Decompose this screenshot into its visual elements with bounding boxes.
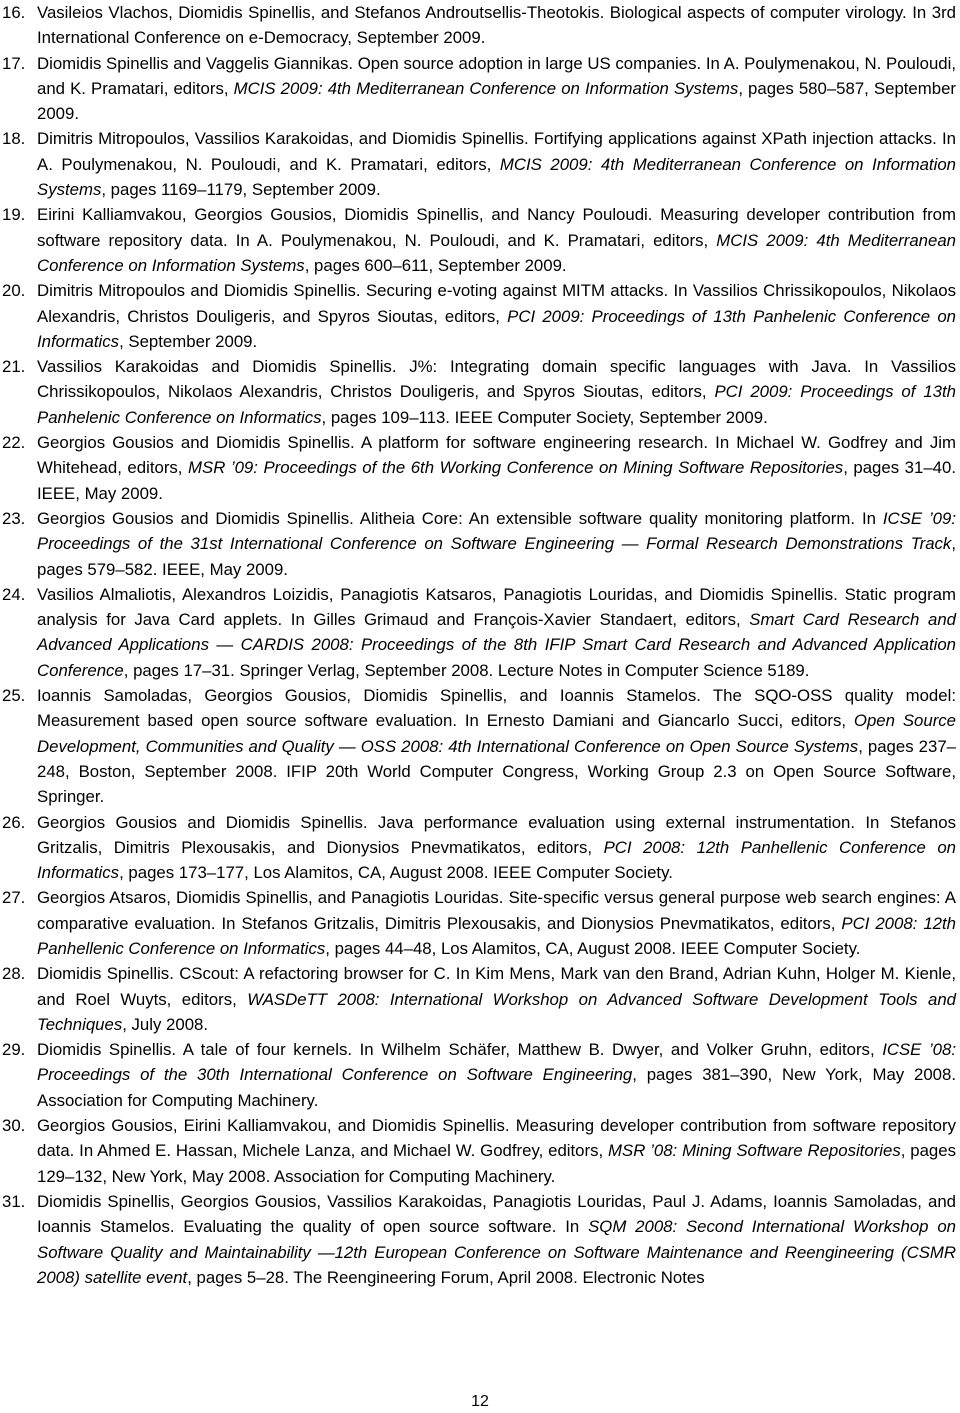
reference-venue: Open Source Development, Communities and Quality — OSS 2008: 4th International Conference on Open Source Systems	[37, 711, 957, 756]
reference-item	[0, 51, 960, 127]
reference-details: , pages 600–611, September 2009.	[304, 255, 567, 275]
reference-authors-title: Vassilios Karakoidas and Diomidis Spinellis. J%: Integrating domain specific languages with Java. In Vassilios Chrissikopoulos, Nikolaos Alexandris, Christos Douligeris, and Spyros Sioutas, editors,	[37, 357, 956, 402]
reference-authors-title: Georgios Gousios and Diomidis Spinellis. Alitheia Core: An extensible software quality monitoring platform. In	[37, 508, 883, 528]
reference-venue: PCI 2009: Proceedings of 13th Panhelenic Conference on Informatics	[37, 306, 956, 351]
reference-details: , pages 129–132, New York, May 2008. Association for Computing Machinery.	[37, 1141, 956, 1186]
reference-item	[0, 961, 960, 1037]
reference-number: 27.	[2, 888, 26, 908]
reference-details: , September 2009.	[119, 331, 258, 351]
reference-authors-title: Eirini Kalliamvakou, Georgios Gousios, Diomidis Spinellis, and Nancy Pouloudi. Measuring developer contribution from software repository data. In A. Poulymenakou, N. Pouloudi, and K. Pramatari, editors,	[37, 205, 956, 250]
reference-details: , July 2008.	[122, 1014, 209, 1034]
reference-details: , pages 5–28. The Reengineering Forum, April 2008. Electronic Notes	[187, 1267, 705, 1287]
reference-details: , pages 1169–1179, September 2009.	[101, 180, 381, 200]
reference-venue: PCI 2008: 12th Panhellenic Conference on Informatics	[37, 837, 956, 883]
reference-details: , pages 579–582. IEEE, May 2009.	[37, 534, 956, 579]
reference-details: , pages 17–31. Springer Verlag, September 2008. Lecture Notes in Computer Science 5189.	[123, 660, 810, 680]
reference-venue: MCIS 2009: 4th Mediterranean Conference on Information Systems	[37, 154, 956, 200]
reference-authors-title: Ioannis Samoladas, Georgios Gousios, Diomidis Spinellis, and Ioannis Stamelos. The SQO-OSS quality model: Measurement based open source software evaluation. In Ernesto Damiani and Giancarlo Succi, editors,	[37, 686, 956, 731]
reference-item	[0, 506, 960, 582]
reference-details: , pages 31–40. IEEE, May 2009.	[37, 458, 956, 503]
reference-number: 30.	[2, 1116, 26, 1136]
reference-number: 17.	[2, 53, 26, 73]
reference-details: , pages 173–177, Los Alamitos, CA, August 2008. IEEE Computer Society.	[119, 863, 673, 883]
reference-details: , pages 237–248, Boston, September 2008. IFIP 20th World Computer Congress, Working Group 2.3 on Open Source Software, Springer.	[37, 736, 956, 807]
reference-venue: Smart Card Research and Advanced Applications — CARDIS 2008: Proceedings of the 8th IFIP Smart Card Research and Advanced Application Conference	[37, 610, 956, 680]
reference-number: 24.	[2, 584, 26, 604]
reference-venue: MCIS 2009: 4th Mediterranean Conference on Information Systems	[37, 230, 956, 275]
reference-item	[0, 202, 960, 278]
reference-item	[0, 810, 960, 886]
reference-authors-title: Diomidis Spinellis, Georgios Gousios, Vassilios Karakoidas, Panagiotis Louridas, Paul J. Adams, Ioannis Samoladas, and Ioannis Stamelos. Evaluating the quality of open source software. In	[37, 1191, 956, 1237]
reference-item	[0, 683, 960, 809]
reference-item	[0, 582, 960, 683]
reference-venue: ICSE ’08: Proceedings of the 30th International Conference on Software Engineering	[37, 1040, 957, 1085]
reference-details: , pages 44–48, Los Alamitos, CA, August 2008. IEEE Computer Society.	[325, 938, 861, 958]
reference-number: 25.	[2, 686, 26, 706]
reference-details: , pages 381–390, New York, May 2008. Association for Computing Machinery.	[37, 1065, 956, 1110]
reference-item	[0, 126, 960, 202]
reference-authors-title: Vasileios Vlachos, Diomidis Spinellis, and Stefanos Androutsellis-Theotokis. Biological aspects of computer virology. In 3rd International Conference on e-Democracy, September 2009.	[37, 3, 956, 48]
reference-venue: WASDeTT 2008: International Workshop on Advanced Software Development Tools and Techniques	[37, 989, 956, 1034]
reference-authors-title: Diomidis Spinellis. A tale of four kernels. In Wilhelm Schäfer, Matthew B. Dwyer, and Volker Gruhn, editors,	[37, 1040, 883, 1060]
reference-item	[0, 1037, 960, 1113]
reference-authors-title: Diomidis Spinellis. CScout: A refactoring browser for C. In Kim Mens, Mark van den Brand, Adrian Kuhn, Holger M. Kienle, and Roel Wuyts, editors,	[37, 964, 956, 1009]
reference-authors-title: Dimitris Mitropoulos, Vassilios Karakoidas, and Diomidis Spinellis. Fortifying applications against XPath injection attacks. In A. Poulymenakou, N. Pouloudi, and K. Pramatari, editors,	[37, 129, 956, 174]
reference-item	[0, 0, 960, 51]
reference-authors-title: Georgios Atsaros, Diomidis Spinellis, and Panagiotis Louridas. Site-specific versus general purpose web search engines: A comparative evaluation. In Stefanos Gritzalis, Dimitris Plexousakis, and Dionysios Pnevmatikatos, editors,	[37, 888, 956, 933]
reference-details: , pages 109–113. IEEE Computer Society, September 2009.	[321, 407, 768, 427]
reference-number: 21.	[2, 357, 26, 377]
reference-venue: ICSE ’09: Proceedings of the 31st International Conference on Software Engineering — Formal Research Demonstrations Track	[37, 508, 956, 554]
reference-authors-title: Dimitris Mitropoulos and Diomidis Spinellis. Securing e-voting against MITM attacks. In Vassilios Chrissikopoulos, Nikolaos Alexandris, Christos Douligeris, and Spyros Sioutas, editors,	[37, 281, 956, 326]
reference-item	[0, 430, 960, 506]
reference-venue: PCI 2008: 12th Panhellenic Conference on Informatics	[37, 913, 956, 958]
reference-details: , pages 580–587, September 2009.	[37, 78, 957, 124]
reference-number: 18.	[2, 129, 26, 149]
reference-number: 29.	[2, 1040, 26, 1060]
reference-venue: MSR ’09: Proceedings of the 6th Working Conference on Mining Software Repositories	[188, 458, 844, 478]
reference-venue: PCI 2009: Proceedings of 13th Panhelenic Conference on Informatics	[37, 382, 956, 427]
reference-number: 19.	[2, 205, 26, 225]
reference-number: 31.	[2, 1191, 26, 1211]
reference-venue: MSR ’08: Mining Software Repositories	[608, 1141, 901, 1161]
reference-item	[0, 885, 960, 961]
reference-number: 20.	[2, 281, 26, 301]
reference-authors-title: Georgios Gousios, Eirini Kalliamvakou, and Diomidis Spinellis. Measuring developer contribution from software repository data. In Ahmed E. Hassan, Michele Lanza, and Michael W. Godfrey, editors,	[37, 1116, 956, 1161]
reference-number: 26.	[2, 812, 26, 832]
reference-item	[0, 1113, 960, 1189]
reference-item	[0, 278, 960, 354]
reference-venue: SQM 2008: Second International Workshop on Software Quality and Maintainability —12th European Conference on Software Maintenance and Reengineering (CSMR 2008) satellite event	[37, 1217, 956, 1287]
reference-item	[0, 354, 960, 430]
reference-number: 28.	[2, 964, 26, 984]
reference-number: 22.	[2, 433, 26, 453]
reference-authors-title: Georgios Gousios and Diomidis Spinellis. A platform for software engineering research. In Michael W. Godfrey and Jim Whitehead, editors,	[37, 433, 956, 478]
reference-item	[0, 1189, 960, 1290]
reference-authors-title: Diomidis Spinellis and Vaggelis Giannikas. Open source adoption in large US companies. In A. Poulymenakou, N. Pouloudi, and K. Pramatari, editors,	[37, 53, 956, 98]
reference-number: 23.	[2, 508, 26, 528]
reference-authors-title: Georgios Gousios and Diomidis Spinellis. Java performance evaluation using external instrumentation. In Stefanos Gritzalis, Dimitris Plexousakis, and Dionysios Pnevmatikatos, editors,	[37, 812, 956, 857]
reference-venue: MCIS 2009: 4th Mediterranean Conference on Information Systems	[233, 78, 739, 98]
page-number: 12	[471, 1393, 489, 1410]
reference-authors-title: Vasilios Almaliotis, Alexandros Loizidis, Panagiotis Katsaros, Panagiotis Louridas, and Diomidis Spinellis. Static program analysis for Java Card applets. In Gilles Grimaud and François-Xavier Standaert, editors,	[37, 584, 956, 630]
reference-number: 16.	[2, 3, 26, 22]
